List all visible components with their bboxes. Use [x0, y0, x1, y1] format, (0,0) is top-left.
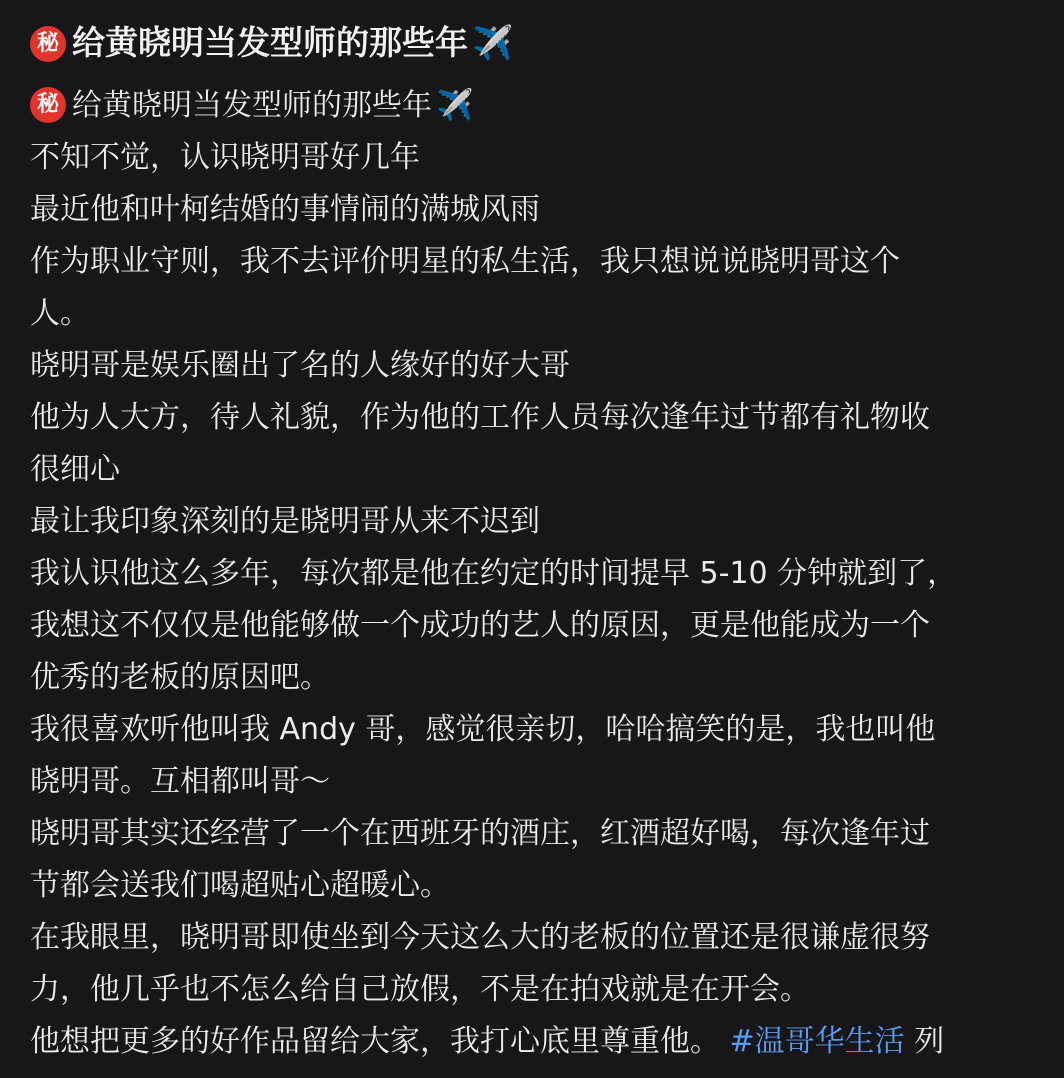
body-line: 很细心 — [30, 452, 120, 487]
body-line: 作为职业守则，我不去评价明星的私生活，我只想说说晓明哥这个 — [30, 244, 900, 279]
secret-emoji-icon: 秘 — [30, 87, 66, 123]
body-line: 最让我印象深刻的是晓明哥从来不迟到 — [30, 504, 540, 539]
body-last-line — [30, 1016, 1034, 1068]
airplane-emoji-icon: ✈️ — [436, 88, 474, 123]
body-line: 节都会送我们喝超贴心超暖心。 — [30, 868, 450, 903]
body-line: 晓明哥是娱乐圈出了名的人缘好的好大哥 — [30, 348, 570, 383]
post-body — [30, 80, 1034, 1068]
body-line: 我认识他这么多年，每次都是他在约定的时间提早 5-10 分钟就到了， — [30, 556, 958, 591]
body-line: 力，他几乎也不怎么给自己放假，不是在拍戏就是在开会。 — [30, 972, 810, 1007]
post-title — [30, 18, 513, 68]
body-first-line — [30, 80, 1034, 132]
airplane-emoji-icon: ✈️ — [472, 23, 514, 62]
body-line: 晓明哥。互相都叫哥～ — [30, 764, 330, 799]
body-line: 我很喜欢听他叫我 Andy 哥，感觉很亲切，哈哈搞笑的是，我也叫他 — [30, 712, 936, 747]
body-line: 不知不觉，认识晓明哥好几年 — [30, 140, 420, 175]
post-title-text: 给黄晓明当发型师的那些年 — [72, 23, 468, 62]
hashtag-link[interactable]: #温哥华生活 — [729, 1024, 905, 1059]
body-line: 他为人大方，待人礼貌，作为他的工作人员每次逢年过节都有礼物收 — [30, 400, 930, 435]
body-last-line-text: 他想把更多的好作品留给大家，我打心底里尊重他。 — [30, 1024, 720, 1059]
body-line: 我想这不仅仅是他能够做一个成功的艺人的原因，更是他能成为一个 — [30, 608, 930, 643]
secret-emoji-icon: 秘 — [30, 26, 66, 62]
body-line: 晓明哥其实还经营了一个在西班牙的酒庄，红酒超好喝，每次逢年过 — [30, 816, 930, 851]
body-line: 优秀的老板的原因吧。 — [30, 660, 330, 695]
body-line: 在我眼里，晓明哥即使坐到今天这么大的老板的位置还是很谦虚很努 — [30, 920, 930, 955]
body-line: 人。 — [30, 296, 90, 331]
body-first-line-text: 给黄晓明当发型师的那些年 — [72, 88, 432, 123]
body-trailing-text: 列 — [914, 1024, 945, 1059]
body-line: 最近他和叶柯结婚的事情闹的满城风雨 — [30, 192, 540, 227]
